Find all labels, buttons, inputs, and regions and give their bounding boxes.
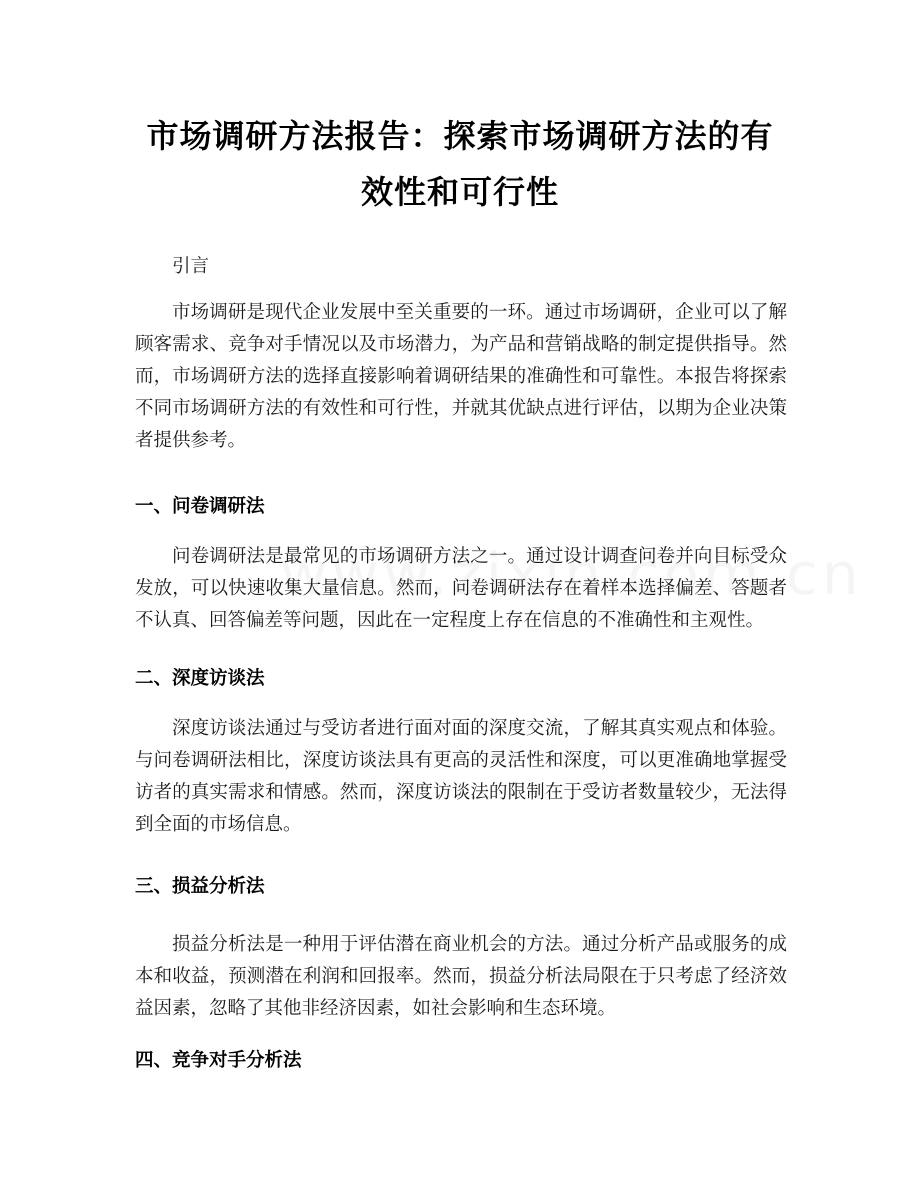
intro-label: 引言 — [172, 256, 210, 277]
intro-paragraph: 市场调研是现代企业发展中至关重要的一环。通过市场调研，企业可以了解顾客需求、竞争对手情况以及市场潜力，为产品和营销战略的制定提供指导。然而，市场调研方法的选择直接影响着调研结果的准确性和可靠性。本报告将探索不同市场调研方法的有效性和可行性，并就其优缺点进行评估，以期为企业决策者提供参考。 — [135, 302, 787, 451]
section-paragraph-interview: 深度访谈法通过与受访者进行面对面的深度交流，了解其真实观点和体验。与问卷调研法相比，深度访谈法具有更高的灵活性和深度，可以更准确地掌握受访者的真实需求和情感。然而，深度访谈法的限制在于受访者数量较少，无法得到全面的市场信息。 — [135, 718, 787, 835]
section-heading-competitor: 四、竞争对手分析法 — [135, 1050, 302, 1071]
document-title: 市场调研方法报告：探索市场调研方法的有效性和可行性 — [146, 117, 774, 211]
section-heading-interview: 二、深度访谈法 — [135, 668, 265, 689]
section-heading-profit-loss: 三、损益分析法 — [135, 876, 265, 897]
section-heading-questionnaire: 一、问卷调研法 — [135, 496, 265, 517]
section-paragraph-profit-loss: 损益分析法是一种用于评估潜在商业机会的方法。通过分析产品或服务的成本和收益，预测潜在利润和回报率。然而，损益分析法局限在于只考虑了经济效益因素，忽略了其他非经济因素，如社会影响和生态环境。 — [135, 934, 787, 1019]
section-paragraph-questionnaire: 问卷调研法是最常见的市场调研方法之一。通过设计调查问卷并向目标受众发放，可以快速收集大量信息。然而，问卷调研法存在着样本选择偏差、答题者不认真、回答偏差等问题，因此在一定程度上存在信息的不准确性和主观性。 — [135, 546, 787, 631]
